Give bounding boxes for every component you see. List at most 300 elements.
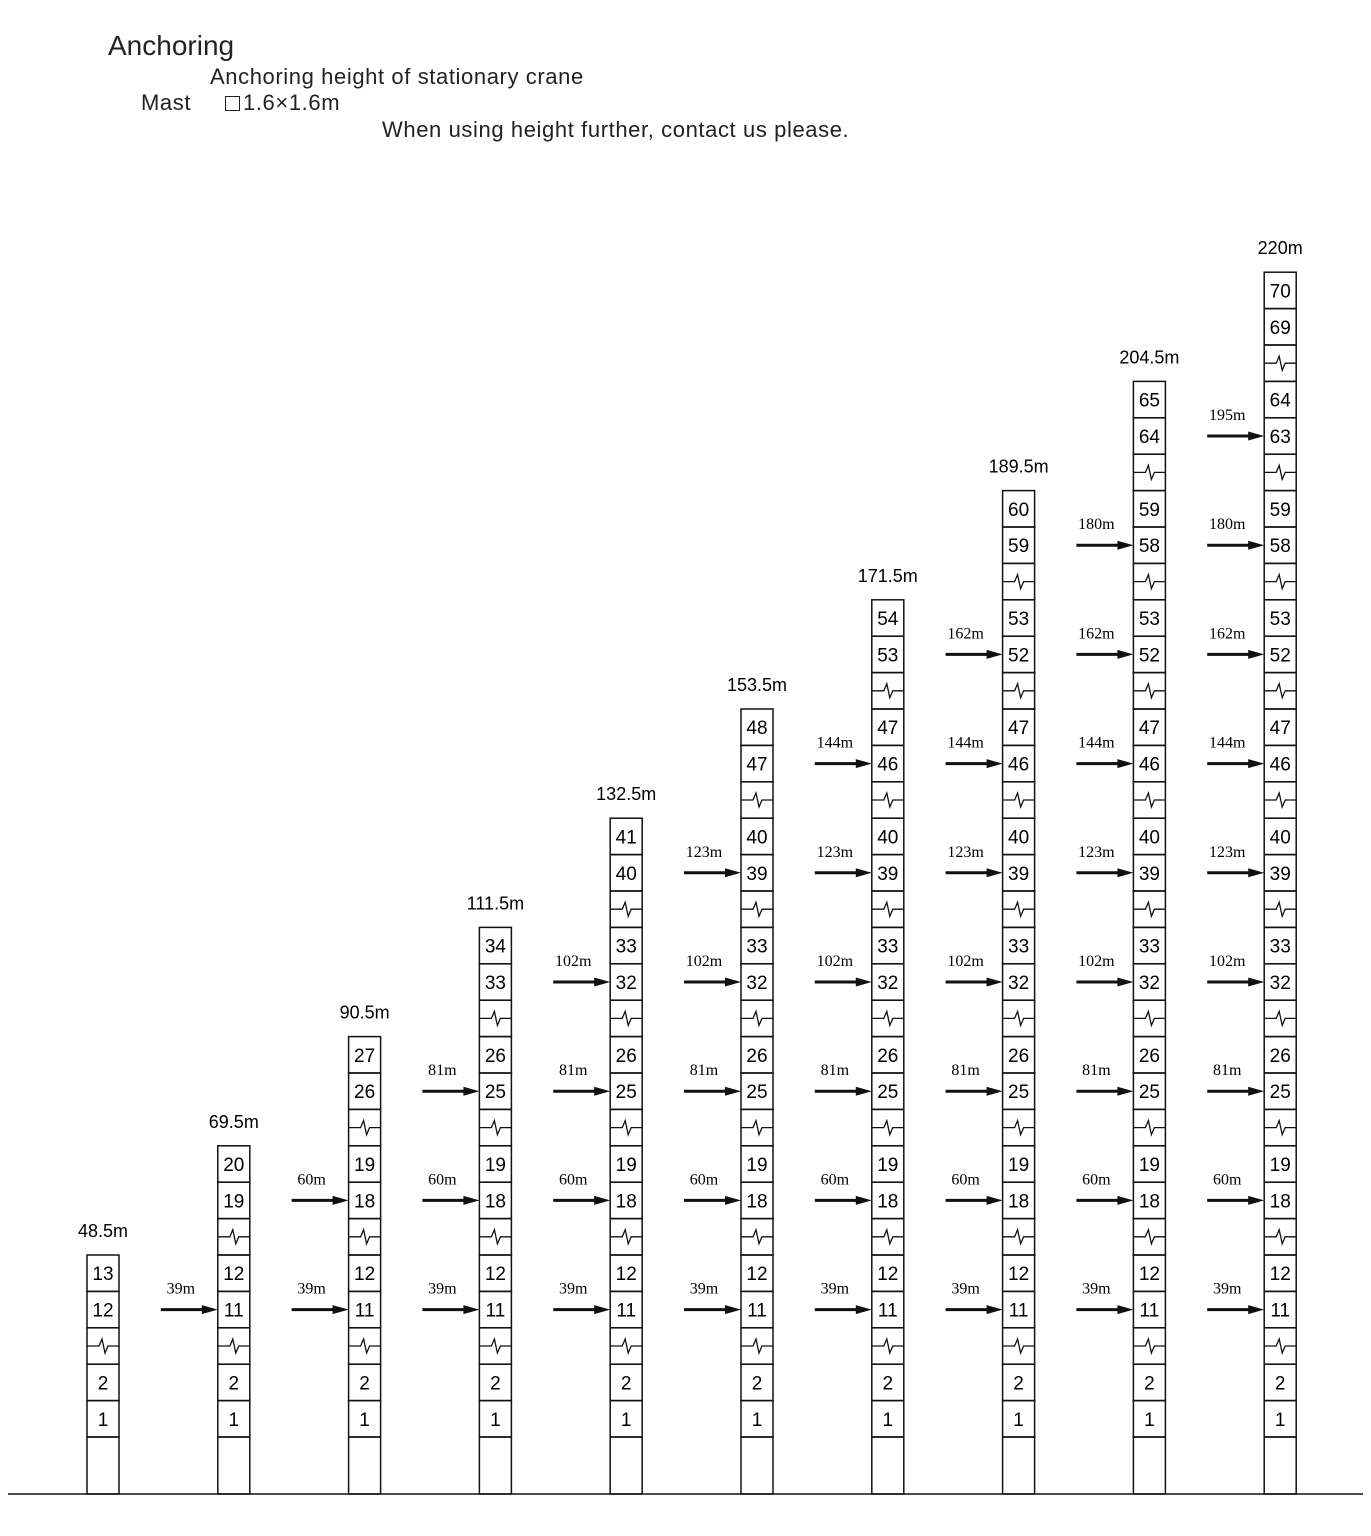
anchor-height-label: 60m	[297, 1171, 326, 1189]
section-break-icon	[1133, 1011, 1165, 1025]
section-number: 12	[877, 1264, 899, 1286]
section-number: 13	[92, 1264, 114, 1286]
section-number: 1	[1013, 1409, 1024, 1431]
anchor-height-label: 144m	[947, 734, 984, 752]
section-number: 11	[354, 1300, 375, 1322]
section-number: 65	[1138, 390, 1160, 412]
section-number: 47	[877, 718, 899, 740]
section-number: 2	[620, 1373, 632, 1395]
section-break-icon	[872, 1339, 904, 1353]
section-number: 40	[1269, 827, 1291, 849]
anchor-height-label: 162m	[947, 625, 984, 643]
arrow-head-icon	[1117, 1196, 1133, 1205]
section-break-icon	[610, 902, 642, 916]
anchor-height-label: 102m	[685, 953, 723, 970]
section-break-icon	[1264, 793, 1296, 807]
section-break-icon	[1264, 902, 1296, 916]
anchor-height-label: 102m	[1208, 953, 1246, 970]
section-number: 39	[746, 863, 768, 885]
section-number: 40	[1008, 827, 1030, 849]
mast-base-section	[218, 1437, 250, 1494]
mast-height-label: 48.5m	[77, 1221, 129, 1241]
arrow-head-icon	[594, 1196, 610, 1205]
section-break-icon	[1264, 1339, 1296, 1353]
anchor-height-label: 144m	[1078, 734, 1115, 752]
section-number: 70	[1269, 281, 1291, 303]
section-break-icon	[1133, 575, 1165, 589]
section-number: 12	[223, 1264, 245, 1286]
section-number: 25	[484, 1082, 506, 1104]
anchor-height-label: 39m	[166, 1280, 196, 1298]
section-number: 11	[747, 1300, 767, 1322]
anchor-height-label: 123m	[1078, 843, 1115, 861]
arrow-head-icon	[594, 1087, 610, 1096]
section-number: 11	[485, 1300, 506, 1322]
section-break-icon	[872, 1121, 904, 1135]
section-number: 1	[882, 1409, 894, 1431]
section-number: 19	[223, 1191, 245, 1213]
section-number: 19	[1138, 1155, 1160, 1176]
section-number: 18	[1269, 1191, 1291, 1213]
arrow-head-icon	[594, 1305, 610, 1314]
anchor-height-label: 162m	[1078, 625, 1115, 643]
section-number: 12	[484, 1264, 506, 1286]
section-break-icon	[1003, 902, 1035, 916]
section-number: 12	[1269, 1264, 1291, 1286]
anchor-height-label: 39m	[428, 1280, 457, 1298]
mast-base-section	[872, 1437, 904, 1494]
anchor-height-label: 162m	[1208, 625, 1246, 643]
section-break-icon	[1264, 356, 1296, 370]
mast-height-label: 111.5m	[466, 893, 525, 914]
anchor-height-label: 123m	[1208, 843, 1246, 861]
section-number: 11	[1270, 1300, 1291, 1322]
section-break-icon	[872, 1230, 904, 1244]
section-break-icon	[610, 1121, 642, 1135]
arrow-head-icon	[725, 1196, 741, 1205]
section-number: 19	[615, 1155, 637, 1176]
section-number: 32	[615, 973, 637, 994]
section-break-icon	[1133, 465, 1165, 479]
section-break-icon	[872, 684, 904, 698]
mast-height-label: 153.5m	[726, 675, 788, 695]
section-break-icon	[1133, 1339, 1165, 1353]
section-number: 53	[877, 645, 899, 667]
section-number: 2	[882, 1373, 894, 1395]
section-break-icon	[1264, 575, 1296, 589]
section-number: 39	[877, 863, 899, 885]
arrow-head-icon	[1117, 759, 1133, 768]
section-number: 12	[92, 1300, 114, 1322]
section-break-icon	[349, 1339, 381, 1353]
section-number: 64	[1269, 390, 1291, 412]
section-number: 52	[1008, 645, 1030, 667]
section-number: 25	[615, 1082, 637, 1104]
arrow-head-icon	[463, 1087, 479, 1096]
section-number: 40	[1138, 827, 1160, 849]
arrow-head-icon	[463, 1305, 479, 1314]
section-number: 58	[1138, 536, 1160, 558]
section-number: 19	[354, 1155, 376, 1176]
anchor-height-label: 123m	[816, 843, 854, 861]
section-number: 40	[877, 827, 899, 849]
section-number: 26	[354, 1082, 376, 1104]
anchor-height-label: 102m	[947, 953, 984, 970]
mast-size-value: 1.6×1.6m	[243, 90, 341, 115]
section-number: 18	[354, 1191, 376, 1213]
arrow-head-icon	[987, 650, 1003, 659]
section-number: 33	[746, 936, 768, 958]
section-number: 59	[1008, 536, 1030, 558]
mast-height-label: 204.5m	[1119, 347, 1180, 368]
anchor-height-label: 39m	[1212, 1280, 1242, 1298]
arrow-head-icon	[987, 1087, 1003, 1096]
section-number: 32	[1138, 973, 1160, 994]
section-number: 27	[354, 1045, 376, 1067]
section-number: 46	[1138, 754, 1160, 776]
section-number: 39	[1008, 863, 1030, 885]
section-number: 1	[228, 1409, 240, 1431]
section-number: 26	[615, 1045, 637, 1067]
section-break-icon	[610, 1011, 642, 1025]
section-number: 1	[1274, 1409, 1286, 1431]
section-break-icon	[872, 793, 904, 807]
section-number: 1	[359, 1409, 370, 1431]
section-break-icon	[1133, 684, 1165, 698]
arrow-head-icon	[987, 1196, 1003, 1205]
section-number: 59	[1269, 499, 1291, 521]
mast-base-section	[1003, 1437, 1035, 1494]
arrow-head-icon	[1248, 1196, 1264, 1205]
section-number: 40	[615, 863, 637, 885]
arrow-head-icon	[1248, 650, 1264, 659]
section-break-icon	[1264, 1230, 1296, 1244]
section-number: 12	[1138, 1264, 1160, 1286]
section-number: 59	[1138, 499, 1160, 521]
section-number: 46	[877, 754, 899, 776]
section-number: 19	[746, 1155, 768, 1176]
anchor-height-label: 123m	[947, 843, 984, 861]
contact-note: When using height further, contact us please.	[382, 117, 850, 142]
arrow-head-icon	[725, 1305, 741, 1314]
arrow-head-icon	[463, 1196, 479, 1205]
section-number: 32	[877, 973, 899, 994]
arrow-head-icon	[725, 1087, 741, 1096]
section-number: 26	[1269, 1045, 1291, 1067]
section-break-icon	[741, 902, 773, 916]
section-break-icon	[1133, 902, 1165, 916]
section-number: 11	[1008, 1300, 1029, 1322]
section-number: 26	[1008, 1045, 1030, 1067]
section-number: 19	[877, 1155, 899, 1176]
section-number: 26	[1138, 1045, 1160, 1067]
section-number: 25	[1138, 1082, 1160, 1104]
section-break-icon	[741, 1339, 773, 1353]
section-number: 47	[1269, 718, 1291, 740]
section-break-icon	[1264, 1121, 1296, 1135]
arrow-head-icon	[1117, 650, 1133, 659]
section-number: 2	[1144, 1373, 1155, 1395]
anchor-height-label: 102m	[1078, 953, 1115, 970]
section-break-icon	[349, 1121, 381, 1135]
section-number: 53	[1269, 609, 1291, 630]
section-break-icon	[1003, 1230, 1035, 1244]
section-break-icon	[1003, 1011, 1035, 1025]
section-break-icon	[872, 902, 904, 916]
mast-label: Mast	[141, 90, 192, 115]
section-number: 11	[223, 1300, 244, 1322]
anchor-height-label: 60m	[428, 1171, 457, 1189]
section-number: 18	[877, 1191, 899, 1213]
section-number: 2	[751, 1373, 763, 1395]
section-number: 39	[1138, 863, 1160, 885]
section-break-icon	[1003, 793, 1035, 807]
section-number: 33	[1008, 936, 1030, 958]
mast-height-label: 132.5m	[596, 784, 657, 805]
section-number: 33	[484, 973, 506, 994]
section-break-icon	[1133, 793, 1165, 807]
section-number: 40	[746, 827, 768, 849]
section-number: 18	[1008, 1191, 1030, 1213]
anchor-height-label: 39m	[1082, 1280, 1111, 1298]
section-number: 1	[751, 1409, 763, 1431]
section-number: 32	[746, 973, 768, 994]
arrow-head-icon	[1248, 541, 1264, 550]
arrow-head-icon	[725, 978, 741, 987]
arrow-head-icon	[1248, 978, 1264, 987]
section-number: 26	[484, 1045, 506, 1067]
arrow-head-icon	[856, 1087, 872, 1096]
section-number: 33	[877, 936, 899, 958]
section-number: 11	[616, 1300, 637, 1322]
anchor-height-label: 39m	[297, 1280, 326, 1298]
section-number: 12	[1008, 1264, 1030, 1286]
section-break-icon	[741, 1011, 773, 1025]
section-number: 32	[1269, 973, 1291, 994]
section-break-icon	[1003, 684, 1035, 698]
section-number: 2	[359, 1373, 370, 1395]
anchor-height-label: 195m	[1208, 407, 1246, 424]
mast-base-section	[479, 1437, 511, 1494]
diagram-subtitle: Anchoring height of stationary crane	[210, 64, 584, 89]
anchor-height-label: 39m	[558, 1280, 588, 1298]
arrow-head-icon	[594, 978, 610, 987]
section-number: 39	[1269, 863, 1291, 885]
mast-height-label: 69.5m	[208, 1111, 259, 1132]
arrow-head-icon	[1117, 1087, 1133, 1096]
arrow-head-icon	[1248, 1087, 1264, 1096]
anchor-height-label: 81m	[1082, 1062, 1111, 1080]
anchor-height-label: 81m	[1212, 1062, 1242, 1080]
section-break-icon	[479, 1121, 511, 1135]
section-number: 53	[1138, 609, 1160, 630]
section-break-icon	[218, 1230, 250, 1244]
section-break-icon	[610, 1230, 642, 1244]
section-number: 20	[223, 1155, 245, 1176]
arrow-head-icon	[987, 868, 1003, 877]
section-number: 64	[1138, 427, 1160, 448]
section-number: 25	[1008, 1082, 1030, 1104]
section-number: 46	[1269, 754, 1291, 776]
section-number: 47	[1008, 718, 1030, 740]
arrow-head-icon	[1248, 759, 1264, 768]
section-break-icon	[1003, 1121, 1035, 1135]
section-number: 18	[615, 1191, 637, 1213]
section-number: 58	[1269, 536, 1291, 558]
section-number: 1	[490, 1409, 501, 1431]
section-break-icon	[1003, 575, 1035, 589]
arrow-head-icon	[856, 759, 872, 768]
arrow-head-icon	[1248, 1305, 1264, 1314]
section-number: 2	[1274, 1373, 1286, 1395]
section-number: 41	[615, 827, 637, 849]
section-number: 52	[1138, 645, 1160, 667]
anchor-height-label: 60m	[951, 1171, 980, 1189]
anchor-height-label: 180m	[1078, 516, 1115, 534]
anchor-height-label: 60m	[820, 1171, 850, 1189]
section-number: 33	[1138, 936, 1160, 958]
mast-base-section	[1264, 1437, 1296, 1494]
section-number: 63	[1269, 427, 1291, 448]
anchor-height-label: 81m	[951, 1062, 980, 1080]
section-number: 2	[490, 1373, 501, 1395]
section-number: 47	[1138, 718, 1160, 740]
section-break-icon	[87, 1339, 119, 1353]
section-break-icon	[1003, 1339, 1035, 1353]
arrow-head-icon	[333, 1196, 349, 1205]
arrow-head-icon	[1248, 432, 1264, 441]
anchor-height-label: 60m	[1082, 1171, 1111, 1189]
arrow-head-icon	[1117, 868, 1133, 877]
section-number: 1	[1144, 1409, 1155, 1431]
section-number: 26	[877, 1045, 899, 1067]
section-break-icon	[1264, 465, 1296, 479]
mast-height-label: 90.5m	[339, 1002, 390, 1023]
section-number: 33	[615, 936, 637, 958]
anchor-height-label: 180m	[1208, 516, 1246, 534]
section-number: 18	[746, 1191, 768, 1213]
section-number: 48	[746, 718, 768, 740]
section-number: 2	[97, 1373, 109, 1395]
mast-base-section	[741, 1437, 773, 1494]
section-break-icon	[741, 1121, 773, 1135]
mast-height-label: 171.5m	[857, 565, 918, 586]
arrow-head-icon	[987, 1305, 1003, 1314]
section-number: 12	[354, 1264, 376, 1286]
section-number: 18	[1138, 1191, 1160, 1213]
section-number: 46	[1008, 754, 1030, 776]
section-break-icon	[1133, 1121, 1165, 1135]
anchor-height-label: 60m	[558, 1171, 588, 1189]
section-break-icon	[1133, 1230, 1165, 1244]
mast-base-section	[1133, 1437, 1165, 1494]
section-number: 53	[1008, 609, 1030, 630]
mast-height-label: 220m	[1257, 238, 1303, 259]
arrow-head-icon	[856, 1305, 872, 1314]
anchor-height-label: 39m	[951, 1280, 980, 1298]
section-number: 54	[877, 609, 899, 630]
section-number: 12	[746, 1264, 768, 1286]
section-number: 19	[484, 1155, 506, 1176]
section-number: 47	[746, 754, 768, 776]
anchor-height-label: 39m	[689, 1280, 719, 1298]
section-number: 11	[1139, 1300, 1160, 1322]
mast-base-section	[349, 1437, 381, 1494]
anchor-height-label: 81m	[689, 1062, 719, 1080]
arrow-head-icon	[856, 978, 872, 987]
arrow-head-icon	[1248, 868, 1264, 877]
section-number: 32	[1008, 973, 1030, 994]
section-break-icon	[479, 1339, 511, 1353]
section-break-icon	[218, 1339, 250, 1353]
section-number: 19	[1008, 1155, 1030, 1176]
section-number: 2	[1013, 1373, 1024, 1395]
anchor-height-label: 144m	[1208, 734, 1246, 752]
anchor-height-label: 102m	[816, 953, 854, 970]
section-break-icon	[741, 793, 773, 807]
arrow-head-icon	[725, 868, 741, 877]
arrow-head-icon	[856, 868, 872, 877]
section-break-icon	[872, 1011, 904, 1025]
mast-base-section	[87, 1437, 119, 1494]
anchor-height-label: 39m	[820, 1280, 850, 1298]
anchor-height-label: 144m	[816, 734, 854, 752]
section-break-icon	[349, 1230, 381, 1244]
section-number: 33	[1269, 936, 1291, 958]
section-number: 25	[1269, 1082, 1291, 1104]
anchor-height-label: 81m	[820, 1062, 850, 1080]
section-number: 1	[620, 1409, 632, 1431]
anchor-height-label: 60m	[1212, 1171, 1242, 1189]
section-number: 26	[746, 1045, 768, 1067]
section-number: 12	[615, 1264, 637, 1286]
arrow-head-icon	[1117, 1305, 1133, 1314]
section-break-icon	[479, 1230, 511, 1244]
section-break-icon	[479, 1011, 511, 1025]
anchor-height-label: 81m	[428, 1062, 457, 1080]
section-number: 52	[1269, 645, 1291, 667]
section-number: 25	[877, 1082, 899, 1104]
mast-base-section	[610, 1437, 642, 1494]
arrow-head-icon	[1117, 541, 1133, 550]
arrow-head-icon	[856, 1196, 872, 1205]
section-number: 25	[746, 1082, 768, 1104]
anchor-height-label: 123m	[685, 843, 723, 861]
arrow-head-icon	[202, 1305, 218, 1314]
section-number: 34	[484, 936, 506, 958]
section-break-icon	[610, 1339, 642, 1353]
arrow-head-icon	[987, 759, 1003, 768]
section-number: 69	[1269, 317, 1291, 339]
section-number: 19	[1269, 1155, 1291, 1176]
arrow-head-icon	[1117, 978, 1133, 987]
anchor-height-label: 102m	[554, 953, 592, 970]
section-number: 18	[484, 1191, 506, 1213]
section-break-icon	[741, 1230, 773, 1244]
section-break-icon	[1264, 1011, 1296, 1025]
arrow-head-icon	[333, 1305, 349, 1314]
page-title: Anchoring	[108, 30, 235, 61]
section-number: 60	[1008, 499, 1030, 521]
anchor-height-label: 81m	[558, 1062, 588, 1080]
section-number: 11	[877, 1300, 898, 1322]
section-break-icon	[1264, 684, 1296, 698]
anchor-height-label: 60m	[689, 1171, 719, 1189]
arrow-head-icon	[987, 978, 1003, 987]
section-number: 1	[97, 1409, 109, 1431]
section-number: 2	[228, 1373, 240, 1395]
mast-height-label: 189.5m	[988, 456, 1049, 477]
